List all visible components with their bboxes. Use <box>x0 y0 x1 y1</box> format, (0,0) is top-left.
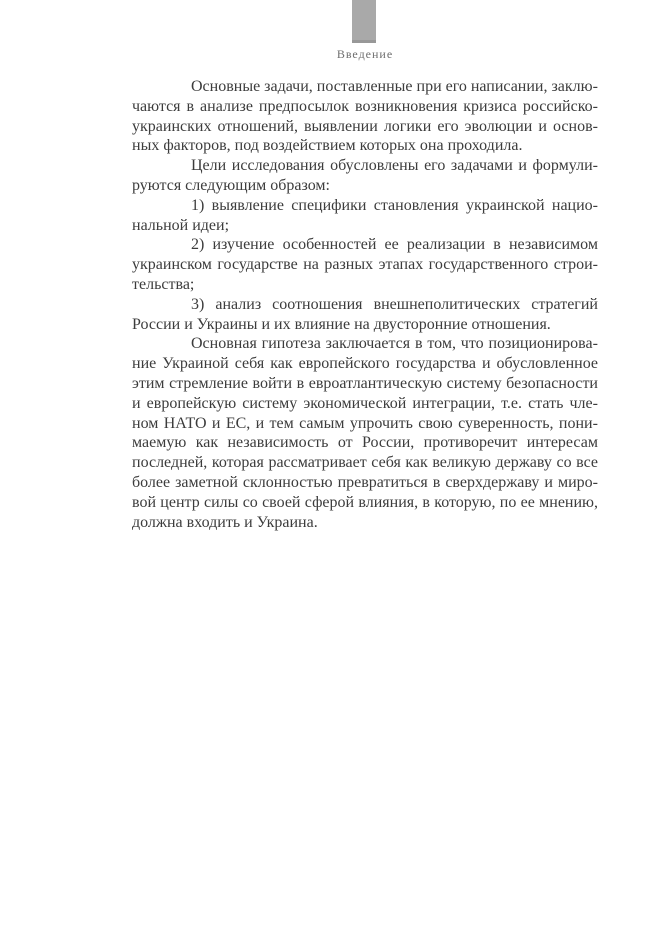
chapter-tab-marker <box>352 0 376 43</box>
text-line: Основные задачи, поставленные при его написании, заклю- <box>191 78 598 95</box>
text-line: России и Украины и их влияние на двусторонние отношения. <box>132 315 551 333</box>
text-line: вой центр силы со своей сферой влияния, в которую, по ее мнению, <box>132 493 598 511</box>
text-line: этим стремление войти в евроатлантическую систему безопасности <box>132 374 598 392</box>
text-line: ных факторов, под воздействием которых она проходила. <box>132 137 523 155</box>
text-line: нальной идеи; <box>132 216 230 234</box>
body-text <box>132 77 598 532</box>
text-line: ном НАТО и ЕС, и тем самым упрочить свою суверенность, пони- <box>132 414 598 432</box>
text-line: маемую как независимость от России, противоречит интересам <box>132 434 598 452</box>
text-line: должна входить и Украина. <box>132 513 318 531</box>
text-line: Основная гипотеза заключается в том, что позиционирова- <box>191 335 598 353</box>
text-line: 1) выявление специфики становления украинской нацио- <box>191 196 598 214</box>
text-line: 2) изучение особенностей ее реализации в независимом <box>191 236 598 254</box>
text-line: 3) анализ соотношения внешнеполитических стратегий <box>191 295 598 313</box>
text-line: ние Украиной себя как европейского государства и обусловленное <box>132 355 598 373</box>
text-line: более заметной склонностью превратиться в сверхдержаву и миро- <box>132 473 598 491</box>
text-line: последней, которая рассматривает себя как великую державу со все <box>132 454 598 472</box>
text-line: украинских отношений, выявлении логики его эволюции и основ- <box>132 117 598 135</box>
text-line: руются следующим образом: <box>132 176 330 194</box>
text-line: украинском государстве на разных этапах государственного строи- <box>132 256 598 274</box>
text-line: тельства; <box>132 275 195 293</box>
text-line: Цели исследования обусловлены его задачами и формули- <box>191 157 598 175</box>
text-line: и европейскую систему экономической интеграции, т.е. стать чле- <box>132 394 598 412</box>
text-line: чаются в анализе предпосылок возникновения кризиса российско- <box>132 97 598 115</box>
running-header: Введение <box>336 47 394 61</box>
